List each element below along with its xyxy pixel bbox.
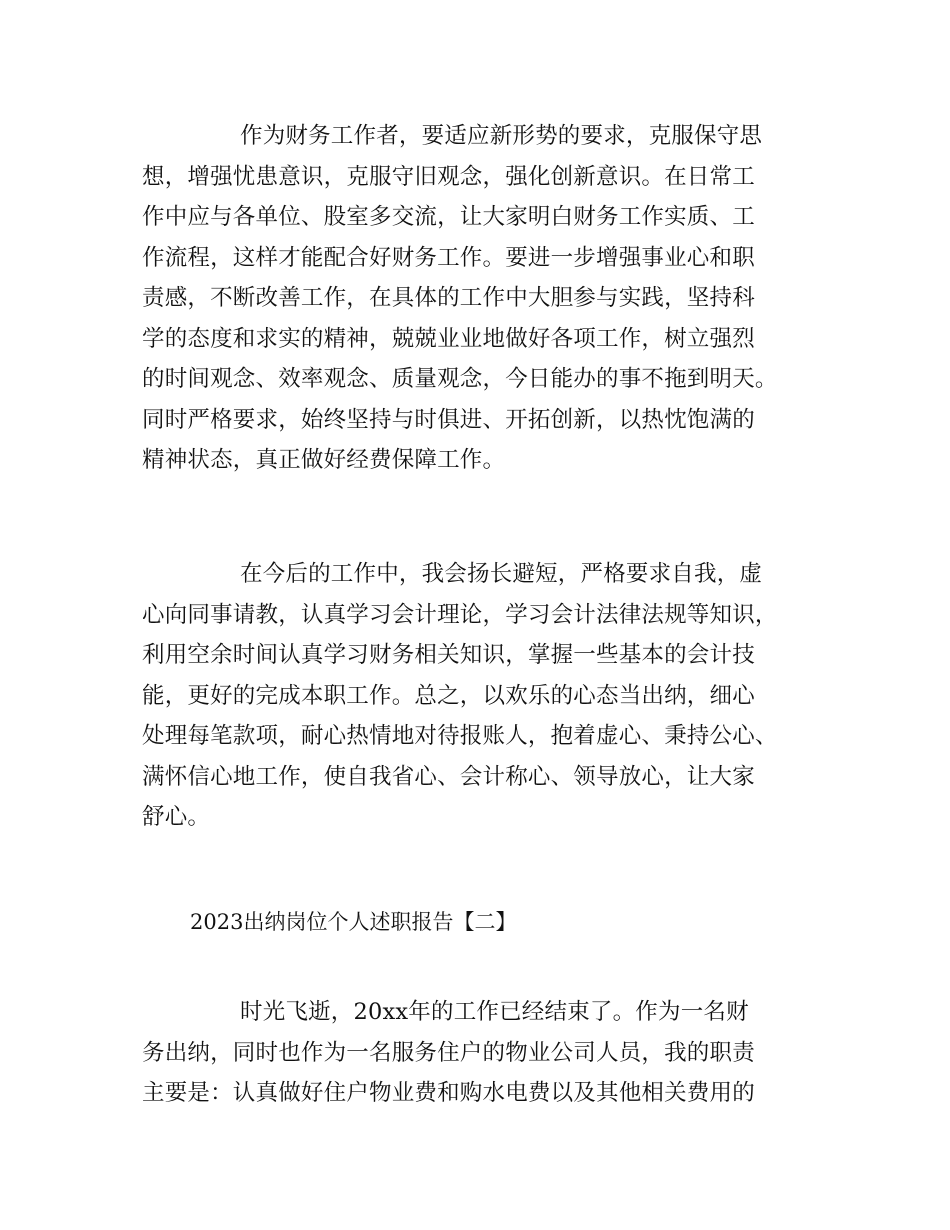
- paragraph-line: 务出纳，同时也作为一名服务住户的物业公司人员，我的职责: [142, 1039, 755, 1066]
- paragraph-line: 同时严格要求，始终坚持与时俱进、开拓创新，以热忱饱满的: [142, 406, 755, 433]
- paragraph-line: 的时间观念、效率观念、质量观念，今日能办的事不拖到明天。: [142, 366, 778, 392]
- paragraph-line: 能，更好的完成本职工作。总之，以欢乐的心态当出纳，细心: [142, 682, 755, 709]
- paragraph-line: 在今后的工作中，我会扬长避短，严格要求自我，虚: [240, 561, 763, 587]
- paragraph-line: 利用空余时间认真学习财务相关知识，掌握一些基本的会计技: [142, 642, 755, 668]
- paragraph-line: 心向同事请教，认真学习会计理论，学习会计法律法规等知识，: [142, 601, 778, 628]
- paragraph-3: [142, 992, 832, 1114]
- paragraph-1: [142, 116, 832, 481]
- paragraph-line: 主要是：认真做好住户物业费和购水电费以及其他相关费用的: [142, 1080, 755, 1106]
- paragraph-line: 时光飞逝，20xx年的工作已经结束了。作为一名财: [240, 999, 749, 1025]
- paragraph-line: 舒心。: [142, 804, 211, 830]
- paragraph-line: 作流程，这样才能配合好财务工作。要进一步增强事业心和职: [142, 244, 755, 271]
- paragraph-line: 责感，不断改善工作，在具体的工作中大胆参与实践，坚持科: [142, 285, 755, 311]
- paragraph-2: [142, 554, 832, 838]
- paragraph-line: 满怀信心地工作，使自我省心、会计称心、领导放心，让大家: [142, 763, 755, 790]
- paragraph-line: 处理每笔款项，耐心热情地对待报账人，抱着虚心、秉持公心、: [142, 723, 778, 749]
- section-heading: 2023出纳岗位个人述职报告【二】: [190, 910, 517, 934]
- paragraph-line: 精神状态，真正做好经费保障工作。: [142, 447, 506, 473]
- paragraph-line: 想，增强忧患意识，克服守旧观念，强化创新意识。在日常工: [142, 163, 755, 190]
- paragraph-line: 作为财务工作者，要适应新形势的要求，克服保守思: [240, 123, 763, 149]
- paragraph-line: 学的态度和求实的精神，兢兢业业地做好各项工作，树立强烈: [142, 325, 755, 352]
- paragraph-line: 作中应与各单位、股室多交流，让大家明白财务工作实质、工: [142, 204, 755, 230]
